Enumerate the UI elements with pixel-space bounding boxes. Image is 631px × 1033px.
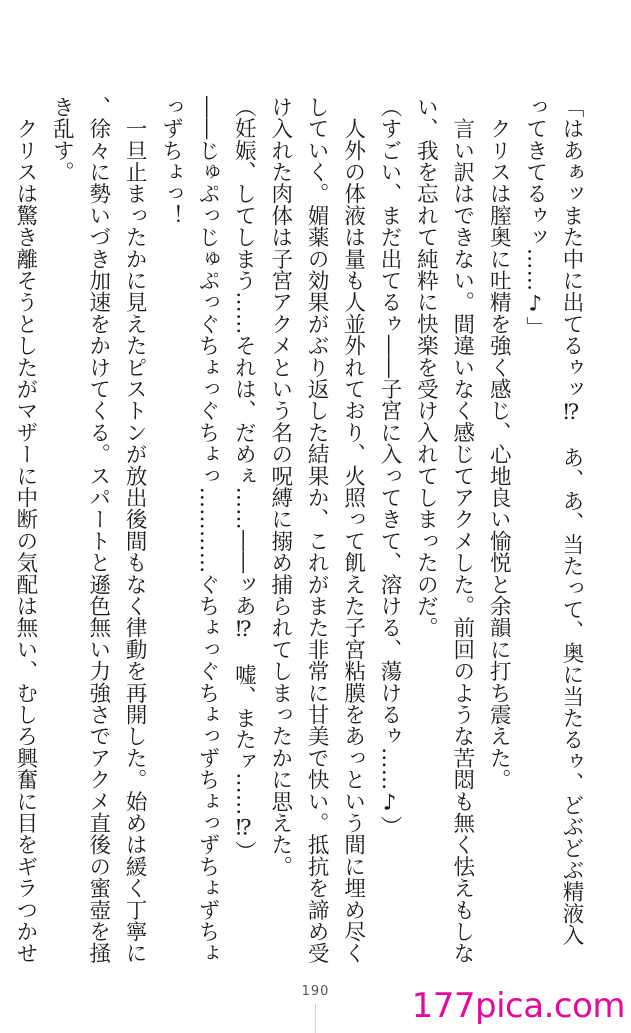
paragraph: （妊娠、してしまう……それは、だめぇ……――ッあ⁉ 嘘、またァ……⁉） [231,96,257,863]
paragraph: ――じゅぷっじゅぷっぐちょっぐちょっ…………ぐちょっぐちょっずちょっずちょずちょっずちょっ！ [158,96,220,964]
paragraph: クリスは驚き離そうとしたがマザーに中断の気配は無い、むしろ興奮に目をギラつかせ [12,117,38,964]
page-number: 190 [301,984,330,999]
page-number-rule [315,1004,316,1033]
paragraph: 「はあぁッまた中に出てるゥッ⁉ あ、あ、当たって、奥に当たるゥ、どぶどぶ精液入ってきてるゥッ……♪」 [522,96,584,946]
paragraph: （すごい、まだ出てるゥ――子宮に入ってきて、溶ける、蕩けるゥ……♪） [376,96,402,838]
paragraph: 言い訳はできない。間違いなく感じてアクメした。前回のような苦悶も無く怯えもしない、我を忘れて純粋に快楽を受け入れてしまったのだ。 [413,96,475,964]
vertical-text-body [12,96,589,966]
paragraph: 人外の体液は量も人並外れており、火照って飢えた子宮粘膜をあっという間に埋め尽くしていく。媚薬の効果がぶり返した結果か、これがまた非常に甘美で快い。抵抗を諦め受け入れた肉体は子宮アクメという名の呪縛に搦め捕られてしまったかに思えた。 [267,96,366,964]
paragraph: クリスは膣奥に吐精を強く感じ、心地良い愉悦と余韻に打ち震えた。 [486,96,512,791]
site-watermark: 177pica.com [411,986,625,1026]
paragraph: 一旦止まったかに見えたピストンが放出後間もなく律動を再開した。始めは緩く丁寧に、徐々に勢いづき加速をかけてくる。スパートと遜色無い力強さでアクメ直後の蜜壺を掻き乱す。 [49,96,148,964]
